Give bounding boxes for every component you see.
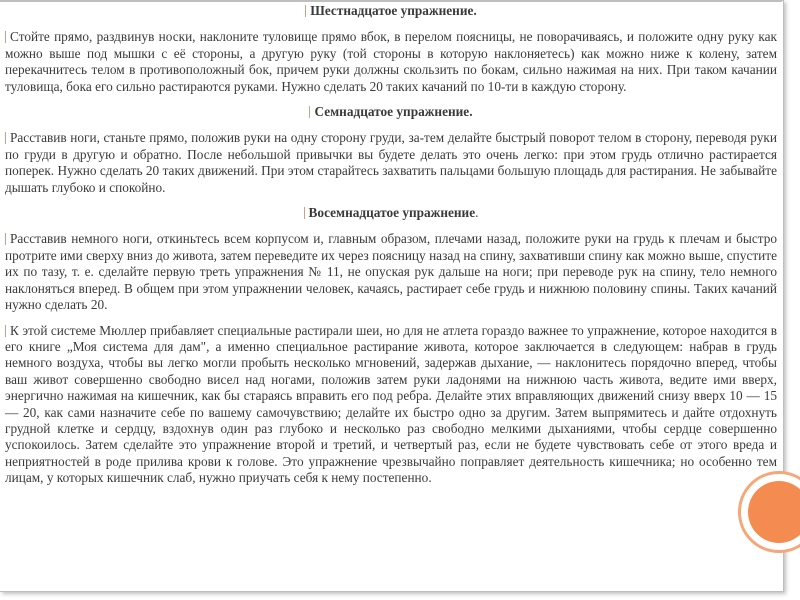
paragraph-exercise-18 [5,231,777,313]
bullet-marker-icon [5,31,9,43]
heading-18-text: Восемнадцатое упражнение [308,205,476,221]
frame-top-border [0,1,782,2]
paragraph-exercise-17 [5,130,777,196]
paragraph-18-text: Расставив немного ноги, откиньтесь всем корпусом и, главным образом, плечами назад, положите руки на грудь к плечам и быстро протрите ими сверху вниз до живота, затем переведите их через поясницу назад на спину, захвативши спину как можно выше, спустите их по тазу, т. е. сделайте первую треть упражнения № 11, не опуская рук дальше на ноги; при переводе рук на спину, тело немного наклоняться вперед. В общем при этом упражнении человек, качаясь, растирает себе грудь и нижнюю половину спины. Таких качаний нужно сделать 20. [5,231,777,313]
heading-exercise-18 [5,205,777,221]
paragraph-final [5,323,777,487]
paragraph-final-text: К этой системе Мюллер прибавляет специальные растирали шеи, но для не атлета гораздо важнее то упражнение, которое находится в его книге „Моя система для дам", а именно специальное растирание живота, которое заключается в следующем: набрав в грудь немного воздуха, чтобы вы легко могли пробыть несколько мгновений, задержав дыхание, — наклонитесь порядочно вперед, чтобы ваш живот совершенно свободно висел над ногами, положив затем руки ладонями на нижнюю часть живота, ведите ими вверх, энергично нажимая на кишечник, как бы стараясь вправить его под ребра. Делайте этих вправляющих движений снизу вверх 10 — 15 — 20, как сами назначите себе по вашему самочувствию; делайте их быстро одно за другим. Затем выпрямитесь и дайте отдохнуть грудной клетке и сердцу, вздохнув один раз глубоко и несколько раз свободно мелкими дыханиями, чтобы сердце совершенно успокоилось. Затем сделайте это упражнение второй и третий, и четвертый раз, если не будете чувствовать себе от этого вреда и неприятностей в роде прилива крови к голове. Это упражнение чрезвычайно поправляет деятельность кишечника; но особенно тем лицам, у которых кишечник слаб, нужно приучать себя к нему постепенно. [5,322,777,486]
bullet-marker-icon [309,106,313,118]
bullet-marker-icon [304,207,308,219]
bullet-marker-icon [5,325,9,337]
heading-exercise-16 [5,3,777,19]
bullet-marker-icon [5,233,9,245]
heading-17-text: Семнадцатое упражнение. [314,104,473,120]
bullet-marker-icon [5,132,9,144]
heading-exercise-17 [5,104,777,120]
paragraph-16-text: Стойте прямо, раздвинув носки, наклоните туловище прямо вбок, в перелом поясницы, не поворачиваясь, и положите одну руку как можно выше под мышки с её стороны, а другую руку (той стороны в которую наклоняетесь) как можно ниже к колену, затем перекачнитесь телом в противоположный бок, причем руки должны скользить по бокам, сильно нажимая на них. При таком качании туловища, бока его сильно растираются руками. Нужно сделать 20 таких качаний по 10-ти в каждую сторону. [5,29,777,94]
text-content [5,3,777,496]
heading-16-text: Шестнадцатое упражнение. [310,3,477,18]
paragraph-17-text: Расставив ноги, станьте прямо, положив руки на одну сторону груди, за-тем делайте быстрый поворот телом в сторону, переводя руки по груди в другую и обратно. После небольшой привычки вы будете делать это очень легко: при этом грудь отлично растирается поперек. Нужно сделать 20 таких движений. При этом старайтесь захватить пальцами большую площадь для растирания. Не забывайте дышать глубоко и спокойно. [5,130,777,195]
bullet-marker-icon [305,5,309,17]
heading-18-tail: . [475,205,479,221]
paragraph-exercise-16 [5,29,777,95]
